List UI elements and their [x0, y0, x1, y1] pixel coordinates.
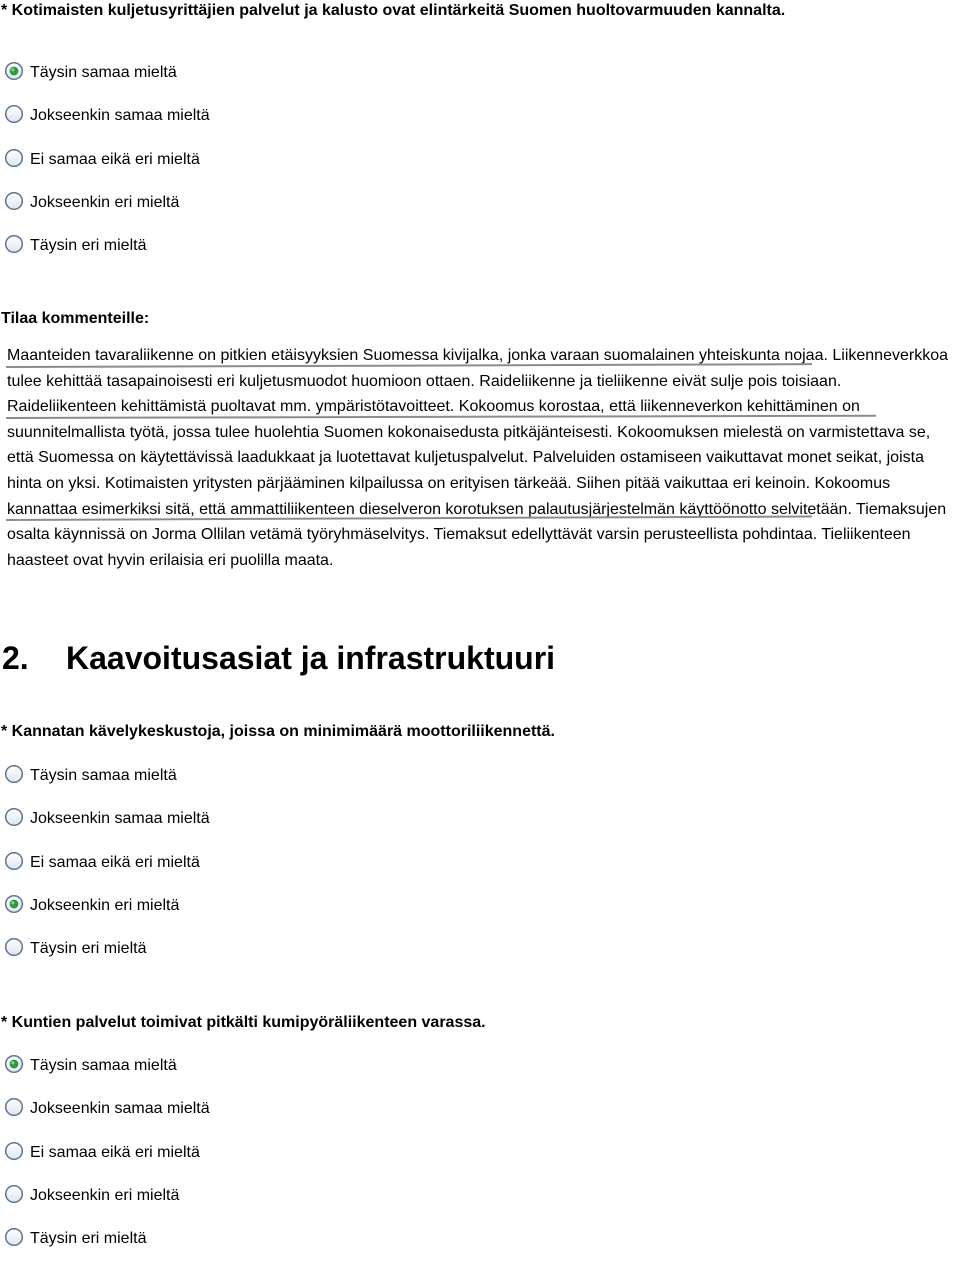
q1-option-4[interactable]: [4, 193, 210, 236]
question-1-text: * Kotimaisten kuljetusyrittäjien palvelut ja kalusto ovat elintärkeitä Suomen huoltovarmuuden kannalta.: [1, 2, 786, 19]
option-label: Ei samaa eikä eri mieltä: [30, 853, 200, 871]
q2-option-4[interactable]: [4, 896, 210, 939]
q3-option-4[interactable]: [4, 1186, 210, 1229]
option-label: Täysin eri mieltä: [30, 940, 147, 958]
question-1-options: [4, 63, 210, 279]
section-heading: [2, 636, 555, 680]
radio-unselected-icon[interactable]: [4, 148, 24, 168]
radio-selected-icon[interactable]: [4, 61, 24, 81]
radio-unselected-icon[interactable]: [4, 1184, 24, 1204]
option-label: Ei samaa eikä eri mieltä: [30, 1143, 200, 1161]
radio-unselected-icon[interactable]: [4, 937, 24, 957]
radio-unselected-icon[interactable]: [4, 1141, 24, 1161]
radio-unselected-icon[interactable]: [4, 851, 24, 871]
option-label: Ei samaa eikä eri mieltä: [30, 150, 200, 168]
q3-option-5[interactable]: [4, 1229, 210, 1272]
q1-option-3[interactable]: [4, 150, 210, 193]
q3-option-1[interactable]: [4, 1056, 210, 1099]
q2-option-2[interactable]: [4, 809, 210, 852]
option-label: Täysin samaa mieltä: [30, 767, 177, 784]
option-label: Jokseenkin samaa mieltä: [30, 107, 210, 125]
q1-option-5[interactable]: [4, 236, 210, 279]
radio-unselected-icon[interactable]: [4, 104, 24, 124]
option-label: Täysin eri mieltä: [30, 237, 147, 255]
option-label: Täysin samaa mieltä: [30, 1057, 177, 1074]
option-label: Jokseenkin eri mieltä: [30, 896, 180, 914]
option-label: Jokseenkin samaa mieltä: [30, 810, 210, 828]
option-label: Täysin samaa mieltä: [30, 64, 177, 81]
section-title: Kaavoitusasiat ja infrastruktuuri: [66, 640, 556, 676]
q2-option-5[interactable]: [4, 939, 210, 982]
question-2-options: [4, 766, 210, 982]
option-label: Jokseenkin samaa mieltä: [30, 1100, 210, 1118]
question-3-text: * Kuntien palvelut toimivat pitkälti kumipyöräliikenteen varassa.: [1, 1014, 486, 1031]
option-label: Jokseenkin eri mieltä: [30, 193, 180, 211]
q1-option-1[interactable]: [4, 63, 210, 106]
q3-option-2[interactable]: [4, 1099, 210, 1142]
radio-unselected-icon[interactable]: [4, 764, 24, 784]
q1-option-2[interactable]: [4, 106, 210, 149]
question-2-text: * Kannatan kävelykeskustoja, joissa on minimimäärä moottoriliikennettä.: [1, 723, 555, 740]
question-3-options: [4, 1056, 210, 1272]
radio-unselected-icon[interactable]: [4, 1227, 24, 1247]
comment-paragraph: Maanteiden tavaraliikenne on pitkien etäisyyksien Suomessa kivijalka, jonka varaan suomalainen yhteiskunta nojaa. Liikenneverkkoa tulee kehittää tasapainoisesti eri kuljetusmuodot huomioon ottaen. Raideliikenne ja tieliikenne eivät sulje pois toisiaan. Raideliikenteen kehittämistä puoltavat mm. ympäristötavoitteet. Kokoomus korostaa, että liikenneverkon kehittäminen on suunnitelmallista työtä, jossa tulee huolehtia Suomen kokonaisedusta pitkäjänteisesti. Kokoomuksen mielestä on varmistettava se, että Suomessa on käytettävissä laadukkaat ja luotettavat kuljetuspalvelut. Palveluiden ostamiseen vaikuttavat monet seikat, joista hinta on yksi. Kotimaisten yritysten pärjääminen kilpailussa on erityisen tärkeää. Siihen pitää vaikuttaa eri keinoin. Kokoomus kannattaa esimerkiksi sitä, että ammattiliikenteen dieselveron korotuksen palautusjärjestelmän käyttöönotto selvitetään. Tiemaksujen osalta käynnissä on Jorma Ollilan vetämä työryhmäselvitys. Tiemaksut edellyttävät varsin perusteellista pohdintaa. Tieliikenteen haasteet ovat hyvin erilaisia eri puolilla maata.: [7, 347, 948, 569]
radio-selected-icon[interactable]: [4, 894, 24, 914]
section-number: 2.: [2, 640, 29, 676]
radio-unselected-icon[interactable]: [4, 807, 24, 827]
q2-option-3[interactable]: [4, 853, 210, 896]
comment-text: [7, 343, 953, 573]
radio-unselected-icon[interactable]: [4, 1097, 24, 1117]
option-label: Jokseenkin eri mieltä: [30, 1186, 180, 1204]
comment-label: Tilaa kommenteille:: [1, 310, 150, 327]
radio-selected-icon[interactable]: [4, 1054, 24, 1074]
option-label: Täysin eri mieltä: [30, 1230, 147, 1248]
q3-option-3[interactable]: [4, 1143, 210, 1186]
q2-option-1[interactable]: [4, 766, 210, 809]
radio-unselected-icon[interactable]: [4, 191, 24, 211]
radio-unselected-icon[interactable]: [4, 234, 24, 254]
